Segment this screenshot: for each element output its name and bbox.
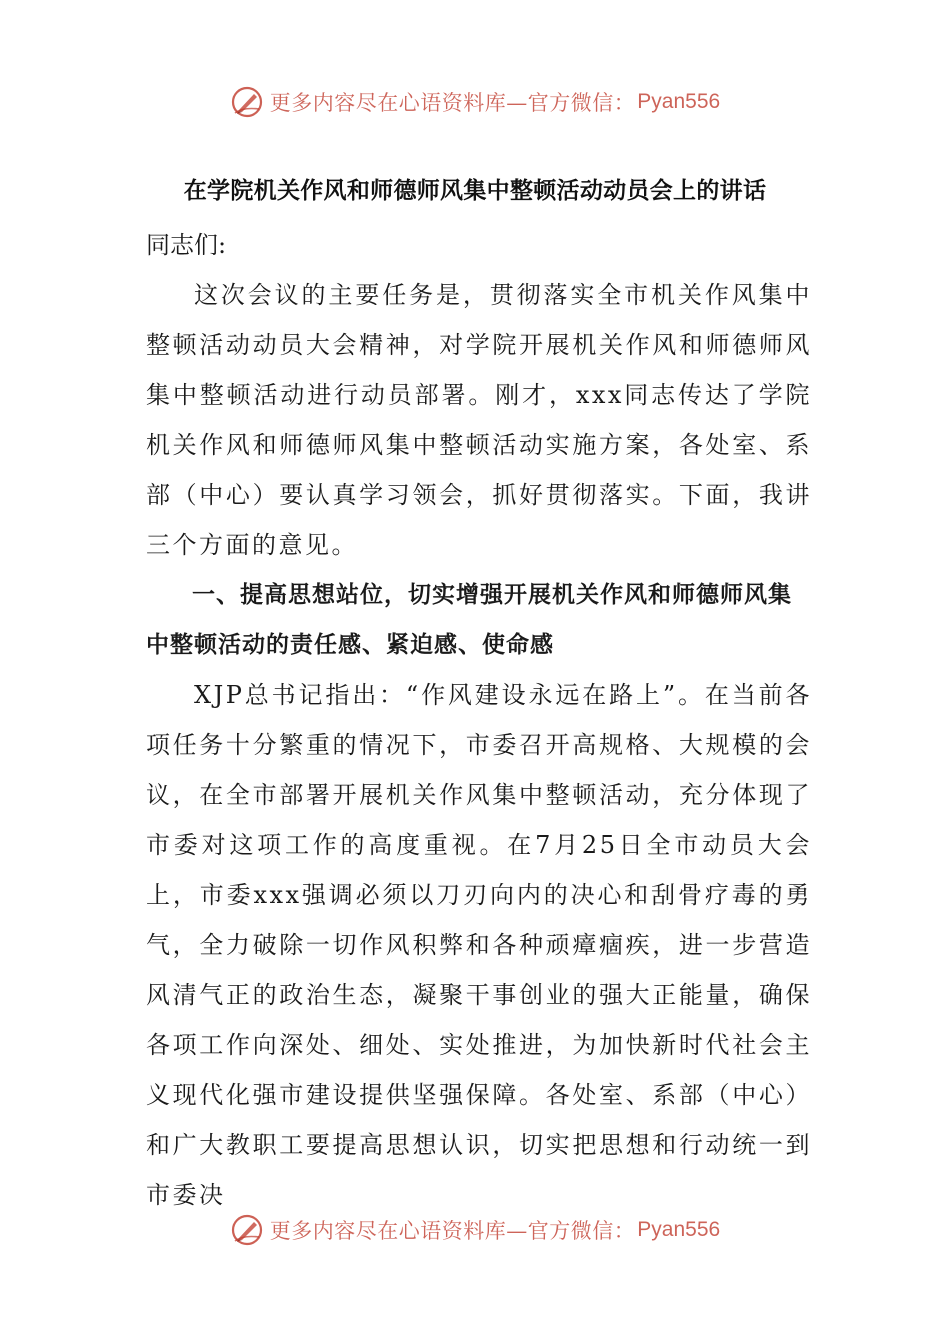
pen-logo-icon <box>230 85 264 119</box>
section-heading: 一、提高思想站位，切实增强开展机关作风和师德师风集中整顿活动的责任感、紧迫感、使命感 <box>146 582 792 658</box>
page-title: 在学院机关作风和师德师风集中整顿活动动员会上的讲话 <box>183 178 767 204</box>
watermark-wechat-id: Pyan556 <box>637 1218 721 1241</box>
footer-watermark <box>0 1210 950 1250</box>
watermark-text: 更多内容尽在心语资料库—官方微信： <box>269 1219 636 1243</box>
paragraph: 这次会议的主要任务是，贯彻落实全市机关作风集中整顿活动动员大会精神，对学院开展机关作风和师德师风集中整顿活动进行动员部署。刚才，xxx同志传达了学院机关作风和师德师风集中整顿活动实施方案，各处室、系部（中心）要认真学习领会，抓好贯彻落实。下面，我讲三个方面的意见。 <box>146 281 812 559</box>
watermark-wechat-id: Pyan556 <box>637 90 721 113</box>
pen-logo-icon <box>230 1213 264 1247</box>
salutation: 同志们: <box>146 231 227 259</box>
paragraph: XJP总书记指出：“作风建设永远在路上”。在当前各项任务十分繁重的情况下，市委召开高规格、大规模的会议，在全市部署开展机关作风集中整顿活动，充分体现了市委对这项工作的高度重视。在7月25日全市动员大会上，市委xxx强调必须以刀刃向内的决心和刮骨疗毒的勇气，全力破除一切作风积弊和各种顽瘴痼疾，进一步营造风清气正的政治生态，凝聚干事创业的强大正能量，确保各项工作向深处、细处、实处推进，为加快新时代社会主义现代化强市建设提供坚强保障。各处室、系部（中心）和广大教职工要提高思想认识，切实把思想和行动统一到市委决 <box>146 681 812 1209</box>
watermark-text: 更多内容尽在心语资料库—官方微信： <box>269 91 636 115</box>
header-watermark <box>0 82 950 122</box>
document-body <box>146 220 812 1220</box>
